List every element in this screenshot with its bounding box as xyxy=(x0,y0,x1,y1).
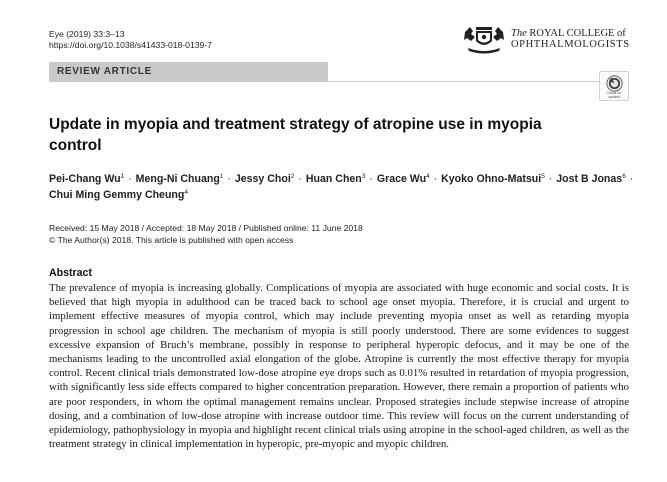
publisher-name-line2: OPHTHALMOLOGISTS xyxy=(511,39,630,50)
check-for-updates-line2: updates xyxy=(607,94,621,99)
author-name[interactable]: Huan Chen$^3$ xyxy=(305,173,366,185)
check-for-updates-line1: Check for xyxy=(606,91,622,95)
article-type-label: REVIEW ARTICLE xyxy=(57,66,152,77)
journal-citation: Eye (2019) 33:3–13 xyxy=(49,29,125,39)
author-name[interactable]: Chui Ming Gemmy Cheung$^4$ xyxy=(49,189,188,201)
check-for-updates-badge[interactable] xyxy=(599,71,629,101)
header-rule xyxy=(328,81,628,82)
author-affiliation-number: 6 xyxy=(622,173,626,180)
author-affiliation-number: 4 xyxy=(184,189,188,196)
author-separator: · xyxy=(430,173,441,185)
author-name[interactable]: Jessy Choi$^2$ xyxy=(234,173,295,185)
author-name[interactable]: Jost B Jonas$^6$ xyxy=(556,173,626,185)
publisher-name-line1: ROYAL COLLEGE of xyxy=(529,28,626,39)
author-separator: · xyxy=(125,173,135,185)
publication-dates xyxy=(49,222,363,246)
article-title: Update in myopia and treatment strategy of atropine use in myopia control xyxy=(49,116,542,154)
author-separator: · xyxy=(366,173,376,185)
doi-link[interactable]: https://doi.org/10.1038/s41433-018-0139-7 xyxy=(49,40,212,50)
author-affiliation-number: 3 xyxy=(361,173,366,180)
author-list xyxy=(49,171,639,203)
author-name[interactable]: Meng-Ni Chuang$^1$ xyxy=(135,173,224,185)
publisher-name-the: The xyxy=(511,28,527,39)
author-affiliation-number: 5 xyxy=(541,173,545,180)
author-affiliation-number: 4 xyxy=(426,173,430,180)
article-type-bar xyxy=(49,62,328,82)
publisher-name xyxy=(511,28,630,50)
check-for-updates-icon xyxy=(606,75,623,92)
author-name[interactable]: Pei-Chang Wu$^1$ xyxy=(49,173,125,185)
author-affiliation-number: 2 xyxy=(290,173,295,180)
journal-info xyxy=(49,29,212,51)
copyright-notice: © The Author(s) 2018. This article is published with open access xyxy=(49,235,294,245)
abstract-heading: Abstract xyxy=(49,267,92,279)
author-separator: · xyxy=(295,173,305,185)
author-separator: · xyxy=(545,173,556,185)
publication-history: Received: 15 May 2018 / Accepted: 18 May 2018 / Published online: 11 June 2018 xyxy=(49,223,363,233)
crest-icon xyxy=(461,24,507,54)
author-name[interactable]: Kyoko Ohno-Matsui$^5$ xyxy=(441,173,545,185)
author-separator: · xyxy=(626,173,634,185)
author-name[interactable]: Grace Wu$^4$ xyxy=(376,173,430,185)
abstract-text: The prevalence of myopia is increasing globally. Complications of myopia are associated with huge economic and social costs. It is believed that high myopia in adulthood can be traced back to school age onset myopia. Therefore, it is crucial and urgent to implement effective measures of myopia control, which may include preventing myopia onset as well as retarding myopia progression in school age children. The mechanism of myopia is still poorly understood. There are some evidences to suggest excessive expansion of Bruch’s membrane, possibly in response to peripheral hyperopic defocus, and it may be one of the mechanisms leading to the uncontrolled axial elongation of the globe. Atropine is currently the most effective therapy for myopia control. Recent clinical trials demonstrated low-dose atropine eye drops such as 0.01% resulted in retardation of myopia progression, with significantly less side effects compared to higher concentration preparation. However, there remain a proportion of patients who are poor responders, in whom the optimal management remains unclear. Proposed strategies include stepwise increase of atropine dosing, and a combination of low-dose atropine with increase outdoor time. This review will focus on the current understanding of epidemiology, pathophysiology in myopia and highlight recent clinical trials using atropine in the school-aged children, as well as the treatment strategy in clinical implementation in hyperopic, pre-myopic and myopic children. xyxy=(49,282,629,451)
publisher-logo xyxy=(461,24,630,54)
author-affiliation-number: 1 xyxy=(219,173,224,180)
author-affiliation-number: 1 xyxy=(120,173,125,180)
author-separator: · xyxy=(224,173,234,185)
